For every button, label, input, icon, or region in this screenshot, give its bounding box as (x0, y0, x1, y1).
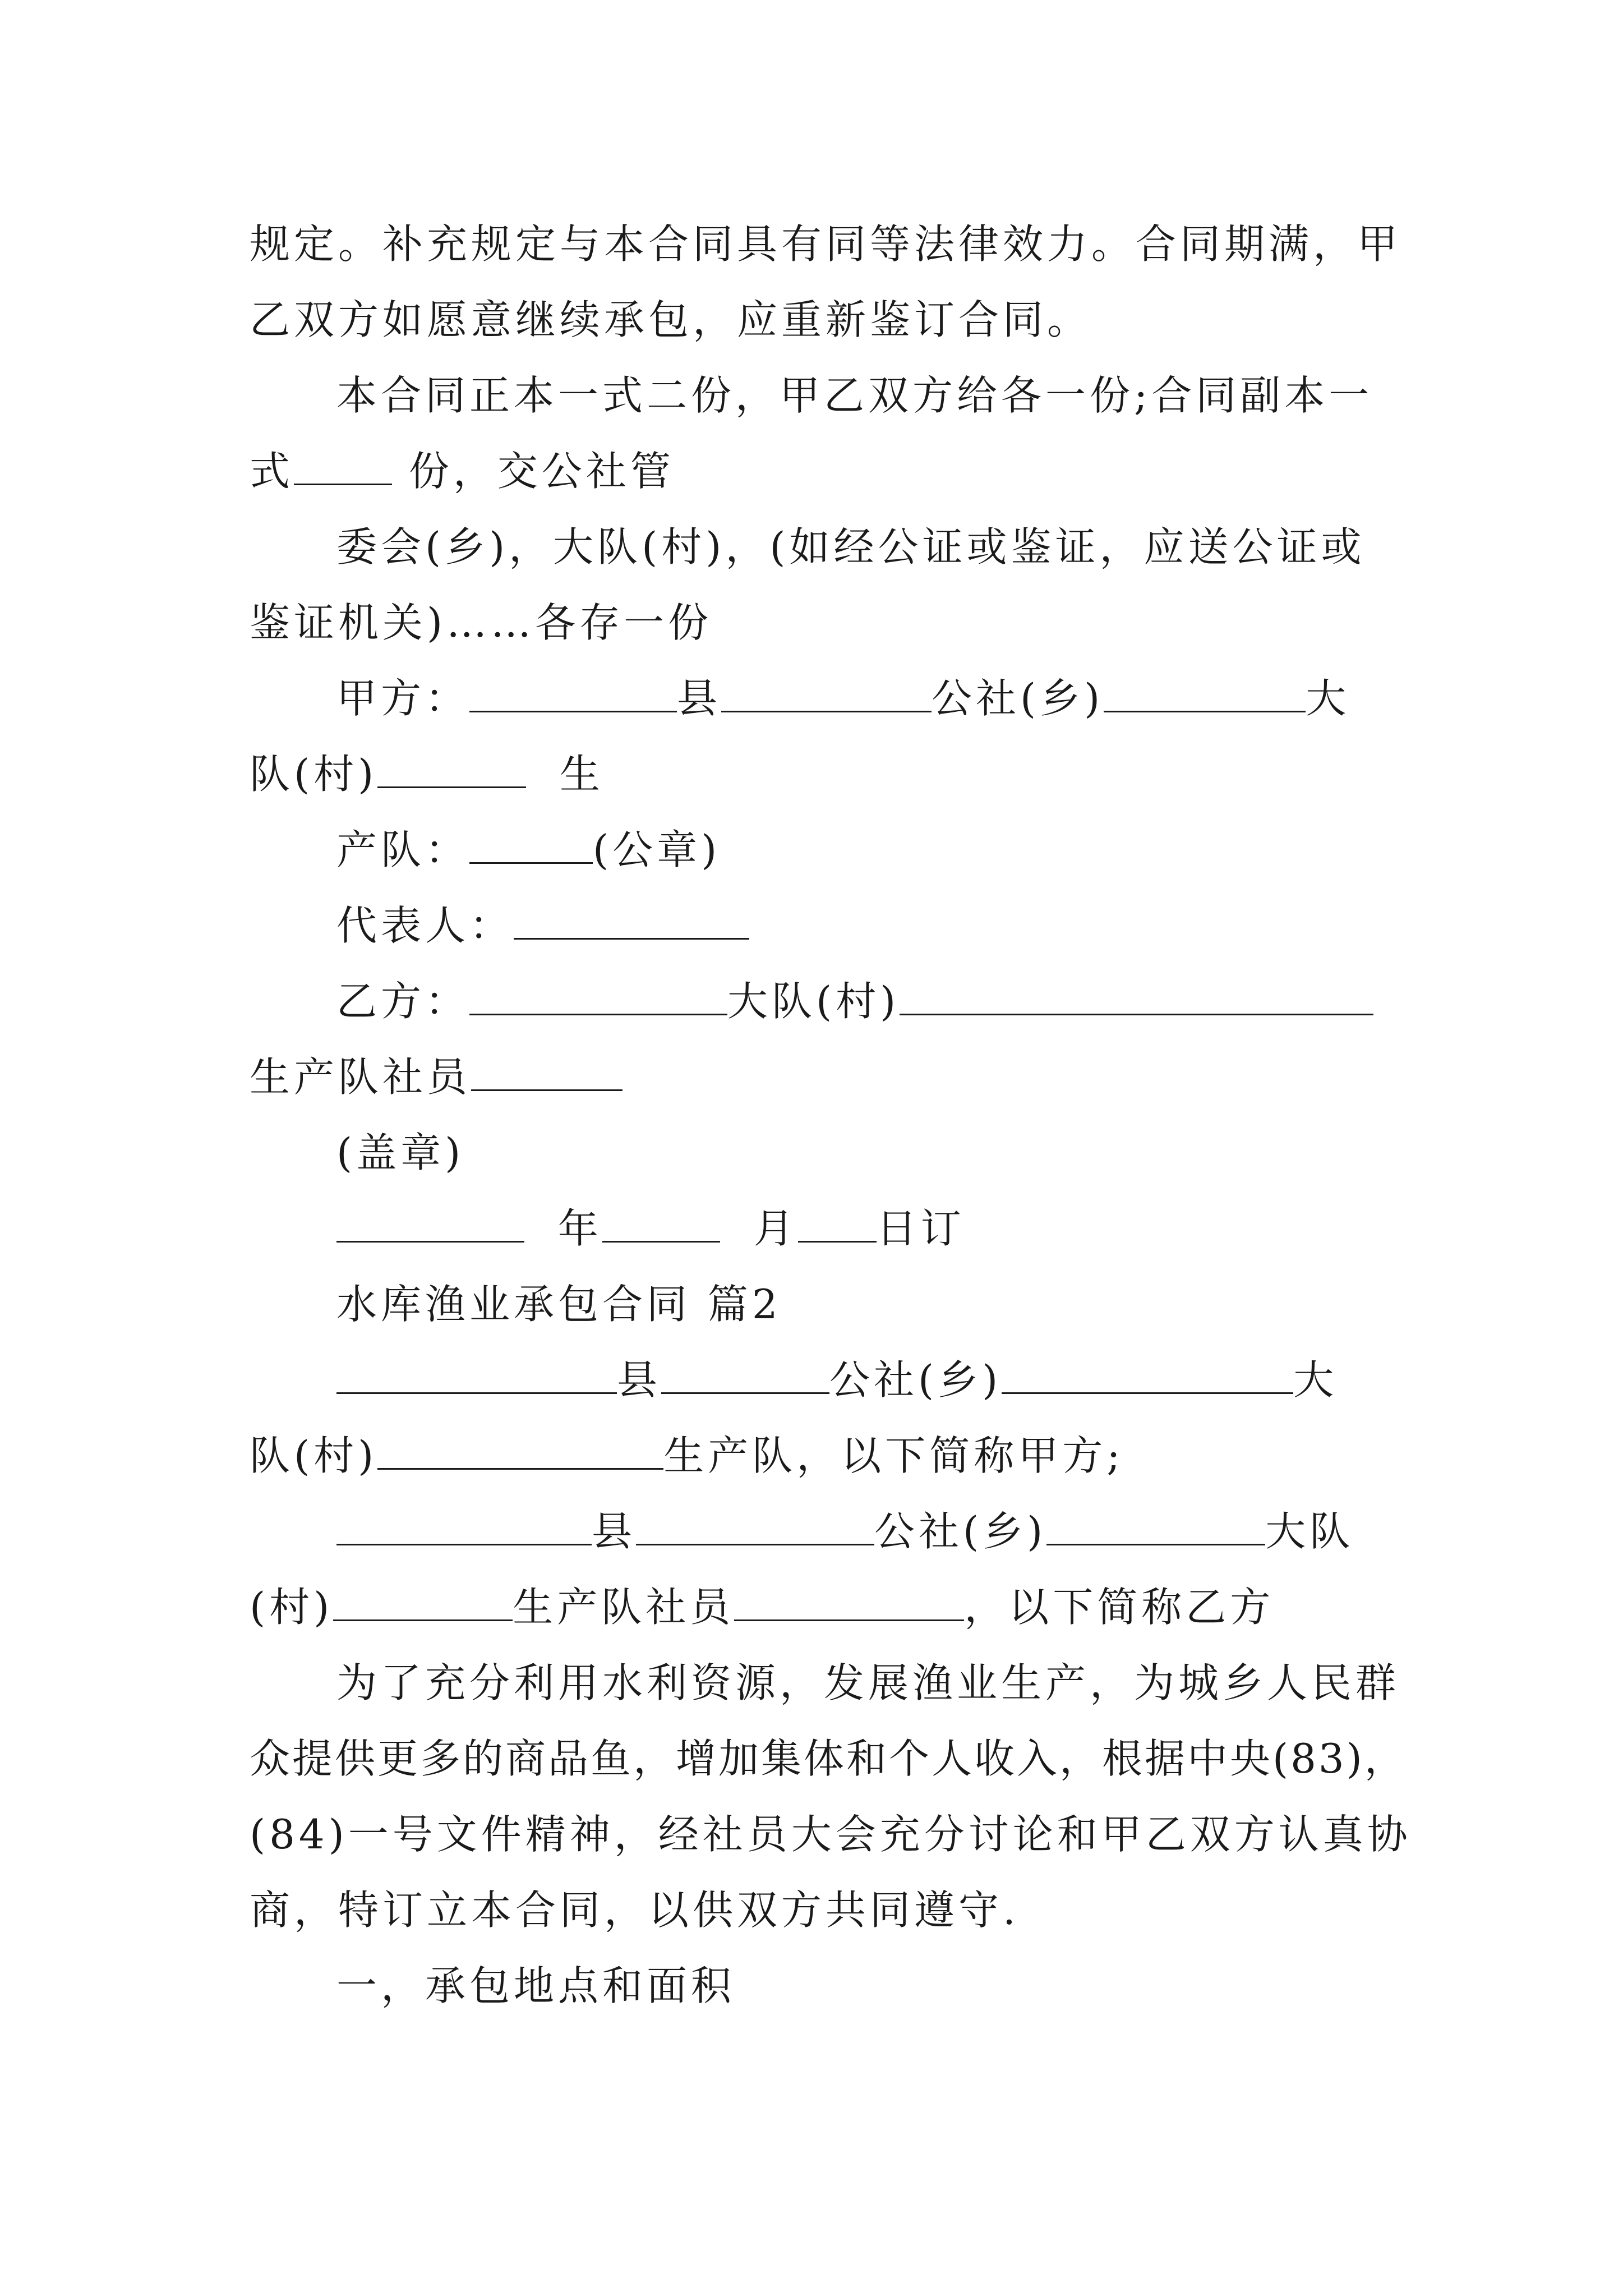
section-heading: 水库渔业承包合同 篇2 (336, 1281, 782, 1328)
blank-field (734, 1585, 964, 1621)
text-fragment: ，以下简称乙方 (964, 1584, 1275, 1631)
party-a-line (336, 670, 1350, 726)
paragraph-line: 众提供更多的商品鱼，增加集体和个人收入，根据中央(83)， (250, 1735, 1407, 1782)
blank-field (336, 1358, 617, 1394)
blank-field (336, 1509, 592, 1545)
paragraph-line (250, 1049, 623, 1105)
blank-field (377, 752, 526, 788)
blank-field (469, 676, 677, 712)
date-line (336, 1200, 965, 1257)
text-fragment: 生产队社员 (250, 1053, 472, 1101)
blank-field (602, 1206, 720, 1243)
blank-field (900, 979, 1373, 1015)
blank-field (333, 1585, 513, 1621)
paragraph-line: (盖章) (336, 1129, 465, 1176)
text-fragment: (村) (250, 1584, 334, 1631)
text-fragment: 式 (250, 448, 294, 495)
text-fragment: 生产队，以下简称甲方; (663, 1432, 1124, 1479)
text-fragment: 份，交公社管 (408, 448, 675, 495)
blank-field (1002, 1358, 1293, 1394)
paragraph-line: 规定。补充规定与本合同具有同等法律效力。合同期满，甲 (250, 220, 1402, 268)
blank-field (514, 903, 749, 940)
paragraph-line (250, 443, 675, 499)
text-fragment: 生 (559, 751, 604, 798)
text-fragment: 公社(乡) (829, 1356, 1002, 1404)
paragraph-line (336, 1352, 1338, 1408)
text-fragment: 日订 (876, 1205, 965, 1252)
text-fragment: 大 (1293, 1356, 1338, 1404)
text-fragment: 县 (592, 1508, 637, 1555)
text-fragment: 公社(乡) (932, 675, 1104, 722)
text-fragment: 月 (753, 1205, 798, 1252)
blank-field (636, 1509, 874, 1545)
blank-field (336, 1206, 524, 1243)
blank-field (469, 979, 727, 1015)
paragraph-line (250, 746, 604, 802)
text-fragment: 大 (1306, 675, 1350, 722)
paragraph-line (250, 1579, 1274, 1635)
text-fragment: 代表人： (336, 902, 514, 949)
text-fragment: 甲方： (336, 675, 470, 722)
section-heading: 一，承包地点和面积 (336, 1962, 736, 2009)
blank-field (469, 827, 593, 864)
text-fragment: 乙方： (336, 978, 470, 1025)
paragraph-line: (84)一号文件精神，经社员大会充分讨论和甲乙双方认真协 (250, 1811, 1412, 1858)
paragraph-line (250, 1428, 1124, 1484)
blank-field (1104, 676, 1306, 712)
text-fragment: 大队 (1265, 1508, 1354, 1555)
paragraph-line: 委会(乡)，大队(村)，(如经公证或鉴证，应送公证或 (336, 523, 1366, 570)
text-fragment: 县 (617, 1356, 662, 1404)
paragraph-line: 商，特订立本合同，以供双方共同遵守. (250, 1887, 1020, 1934)
blank-field (377, 1433, 663, 1470)
text-fragment: (公章) (593, 826, 721, 873)
representative-line (336, 898, 749, 954)
blank-field (798, 1206, 877, 1243)
blank-field (661, 1358, 829, 1394)
paragraph-line: 乙双方如愿意继续承包，应重新鉴订合同。 (250, 296, 1092, 343)
text-fragment: 队(村) (250, 751, 378, 798)
paragraph-line: 本合同正本一式二份，甲乙双方给各一份;合同副本一 (336, 372, 1373, 419)
paragraph-line: 鉴证机关)……各存一份 (250, 599, 713, 646)
paragraph-line (336, 1503, 1354, 1559)
paragraph-line (336, 822, 721, 878)
text-fragment: 年 (557, 1205, 602, 1252)
text-fragment: 公社(乡) (874, 1508, 1047, 1555)
blank-field (294, 449, 392, 485)
paragraph-line: 为了充分利用水利资源，发展渔业生产，为城乡人民群 (336, 1659, 1400, 1706)
blank-field (1046, 1509, 1265, 1545)
text-fragment: 大队(村) (727, 978, 900, 1025)
text-fragment: 队(村) (250, 1432, 378, 1479)
text-fragment: 产队： (336, 826, 470, 873)
party-b-line (336, 973, 1373, 1029)
blank-field (721, 676, 932, 712)
text-fragment: 县 (677, 675, 722, 722)
text-fragment: 生产队社员 (513, 1584, 735, 1631)
blank-field (471, 1055, 623, 1091)
